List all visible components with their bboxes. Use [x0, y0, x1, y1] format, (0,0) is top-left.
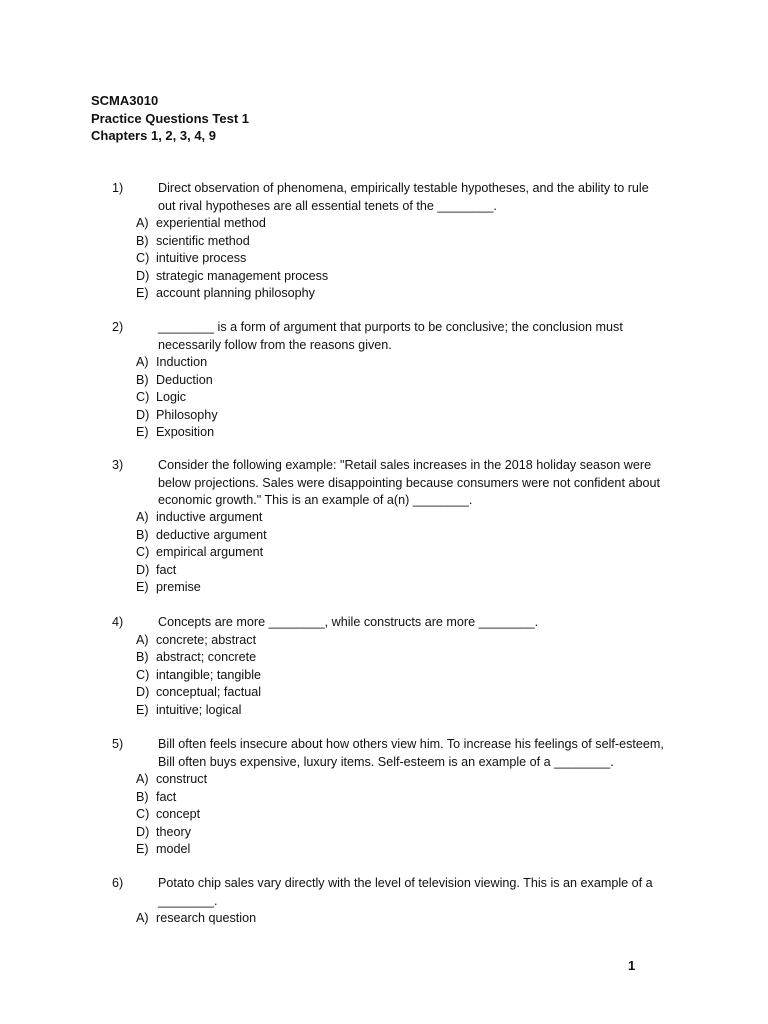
- question-line: Potato chip sales vary directly with the level of television viewing. This is an example of a: [158, 876, 653, 890]
- answer-options: [136, 215, 328, 303]
- option-e: [136, 841, 207, 859]
- answer-options: [136, 354, 218, 442]
- option-letter: D): [136, 268, 150, 283]
- question-line: ________.: [158, 893, 218, 908]
- question-line: Bill often feels insecure about how others view him. To increase his feelings of self-esteem,: [158, 737, 664, 751]
- question-line: economic growth." This is an example of a(n) ________.: [158, 493, 473, 507]
- option-text: construct: [156, 772, 208, 786]
- option-letter: E): [136, 580, 149, 594]
- option-letter: A): [136, 632, 149, 647]
- option-letter: B): [136, 789, 149, 804]
- option-a: [136, 771, 207, 789]
- option-letter: E): [136, 425, 149, 439]
- option-c: [136, 250, 328, 268]
- option-b: [136, 649, 261, 667]
- option-d: [136, 684, 261, 702]
- option-letter: B): [136, 233, 149, 248]
- option-letter: A): [136, 355, 149, 369]
- option-text: Exposition: [156, 425, 215, 439]
- option-text: Philosophy: [156, 407, 218, 422]
- option-text: intuitive; logical: [156, 702, 242, 717]
- option-letter: E): [136, 842, 149, 856]
- page-number: 1: [628, 958, 636, 973]
- option-letter: D): [136, 407, 150, 422]
- option-d: [136, 407, 218, 425]
- question-number: 2): [112, 320, 124, 334]
- answer-options: [136, 632, 261, 720]
- option-text: concept: [156, 807, 201, 821]
- document-header: [91, 92, 249, 145]
- option-text: abstract; concrete: [156, 650, 257, 664]
- option-letter: C): [136, 390, 150, 404]
- option-text: concrete; abstract: [156, 632, 257, 647]
- option-letter: C): [136, 251, 150, 265]
- question-text: [158, 319, 668, 354]
- option-e: [136, 285, 328, 303]
- question-line: Consider the following example: "Retail sales increases in the 2018 holiday season were: [158, 458, 652, 472]
- option-a: [136, 509, 267, 527]
- option-b: [136, 527, 267, 545]
- option-text: strategic management process: [156, 268, 329, 283]
- answer-options: [136, 771, 207, 859]
- option-text: inductive argument: [156, 510, 263, 524]
- question-text: [158, 457, 668, 510]
- option-c: [136, 806, 207, 824]
- option-letter: E): [136, 286, 149, 300]
- question-line: necessarily follow from the reasons given.: [158, 337, 392, 352]
- option-text: experiential method: [156, 216, 266, 230]
- option-text: scientific method: [156, 233, 250, 248]
- option-letter: A): [136, 216, 149, 230]
- question-line: ________ is a form of argument that purports to be conclusive; the conclusion must: [158, 320, 623, 334]
- option-c: [136, 389, 218, 407]
- option-text: account planning philosophy: [156, 286, 315, 300]
- option-e: [136, 579, 267, 597]
- option-text: theory: [156, 824, 192, 839]
- option-d: [136, 824, 207, 842]
- option-text: fact: [156, 562, 177, 577]
- option-text: Logic: [156, 390, 187, 404]
- question-number: 3): [112, 458, 124, 472]
- option-text: conceptual; factual: [156, 685, 262, 699]
- option-letter: D): [136, 824, 150, 839]
- option-letter: C): [136, 545, 150, 559]
- answer-options: [136, 910, 256, 928]
- option-letter: D): [136, 685, 150, 699]
- option-text: intuitive process: [156, 251, 247, 265]
- option-text: premise: [156, 580, 201, 594]
- question-line: out rival hypotheses are all essential tenets of the ________.: [158, 198, 497, 213]
- option-letter: B): [136, 372, 149, 387]
- option-a: [136, 632, 261, 650]
- option-text: empirical argument: [156, 545, 264, 559]
- option-letter: D): [136, 562, 150, 577]
- answer-options: [136, 509, 267, 597]
- option-a: [136, 215, 328, 233]
- option-b: [136, 233, 328, 251]
- question-number: 4): [112, 615, 124, 629]
- option-text: model: [156, 842, 191, 856]
- option-letter: A): [136, 772, 149, 786]
- option-letter: A): [136, 510, 149, 524]
- document-title: Practice Questions Test 1: [91, 110, 249, 126]
- option-text: fact: [156, 789, 177, 804]
- option-d: [136, 268, 328, 286]
- option-e: [136, 702, 261, 720]
- question-line: Concepts are more ________, while constructs are more ________.: [158, 615, 539, 629]
- option-a: [136, 910, 256, 928]
- question-line: Direct observation of phenomena, empirically testable hypotheses, and the ability to rule: [158, 181, 649, 195]
- course-code: SCMA3010: [91, 93, 159, 108]
- option-letter: C): [136, 807, 150, 821]
- option-b: [136, 372, 218, 390]
- question-line: below projections. Sales were disappointing because consumers were not confident about: [158, 475, 660, 490]
- option-letter: B): [136, 527, 149, 542]
- question-text: [158, 875, 668, 910]
- option-b: [136, 789, 207, 807]
- question-text: [158, 614, 668, 632]
- option-text: intangible; tangible: [156, 667, 262, 682]
- question-line: Bill often buys expensive, luxury items. Self-esteem is an example of a ________.: [158, 754, 614, 769]
- option-text: Induction: [156, 355, 208, 369]
- option-text: research question: [156, 911, 257, 925]
- question-number: 5): [112, 737, 124, 751]
- option-e: [136, 424, 218, 442]
- option-c: [136, 667, 261, 685]
- option-a: [136, 354, 218, 372]
- question-number: 1): [112, 181, 124, 195]
- question-text: [158, 736, 668, 771]
- option-letter: C): [136, 667, 150, 682]
- option-c: [136, 544, 267, 562]
- question-text: [158, 180, 668, 215]
- question-number: 6): [112, 876, 124, 890]
- option-d: [136, 562, 267, 580]
- option-text: Deduction: [156, 372, 213, 387]
- option-letter: B): [136, 650, 149, 664]
- option-letter: E): [136, 702, 149, 717]
- chapters-line: Chapters 1, 2, 3, 4, 9: [91, 128, 217, 143]
- option-text: deductive argument: [156, 527, 267, 542]
- option-letter: A): [136, 911, 149, 925]
